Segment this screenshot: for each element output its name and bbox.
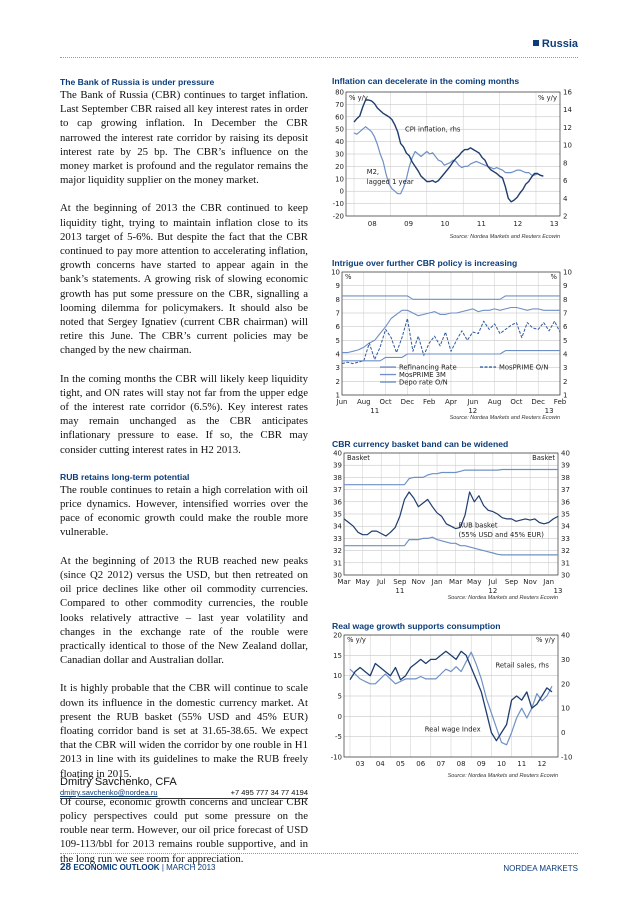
x-tick-label: 05 — [396, 760, 405, 768]
x-tick-label: Mar — [337, 578, 351, 586]
x-tick-label: 11 — [476, 220, 486, 228]
y-tick-label: 5 — [335, 336, 340, 345]
x-tick-label: Jul — [488, 578, 498, 586]
paragraph-3: In the coming months the CBR will likely keep liquidity tight, and ON rates will stay not far from the upper edge of the interest rate corridor (6.5%). Key interest rates may remain unchanged as the CBR anticipates inflationary pressure to ease. If so, the CBR may consider cutting interest rates in H2 2013. — [60, 372, 308, 456]
x-tick-label: Feb — [422, 398, 436, 406]
right-unit-label: % y/y — [536, 636, 555, 644]
chart-source: Source: Nordea Markets and Reuters Ecowin — [449, 234, 560, 240]
y2-tick-label: 0 — [561, 729, 566, 738]
y-tick-label: 15 — [333, 651, 342, 660]
y2-tick-label: 35 — [561, 510, 570, 519]
x-tick-label: 06 — [416, 760, 426, 768]
chart-inflation — [332, 76, 580, 254]
left-unit-label: Basket — [347, 454, 370, 462]
chart-source: Source: Nordea Markets and Reuters Ecowin — [447, 595, 558, 601]
y2-tick-label: 2 — [563, 212, 568, 221]
x-tick-label: 11 — [517, 760, 527, 768]
y2-tick-label: 36 — [561, 498, 570, 507]
paragraph-6: It is highly probable that the CBR will continue to scale down its influence in the domestic currency market. At present the RUB basket (55% USD and 45% EUR) floating corridor band is set at 31.65-38.65. We expect that the CBR will widen the corridor by one rouble in H1 2013 in line with its guidelines to make the RUB freely floating in 2015. — [60, 682, 308, 780]
header-divider — [60, 57, 578, 58]
y2-tick-label: 33 — [561, 534, 570, 543]
x-tick-label: Sep — [393, 578, 407, 586]
legend-label: MosPRIME 3M — [399, 371, 446, 380]
annotation-m2: M2, — [366, 167, 380, 176]
annotation-real-wage: Real wage Index — [424, 725, 481, 734]
y-tick-label: 60 — [335, 113, 344, 122]
footer — [60, 862, 578, 873]
author-name: Dmitry Savchenko, CFA — [60, 776, 177, 788]
y2-tick-label: 31 — [561, 559, 570, 568]
x-tick-label: Sep — [504, 578, 519, 586]
x-tick-label: 08 — [367, 220, 377, 228]
y-tick-label: 10 — [333, 672, 342, 681]
legend-label: Refinancing Rate — [399, 363, 457, 372]
chart-inflation-svg — [332, 86, 580, 254]
y-tick-label: 39 — [333, 461, 342, 470]
annotation-m2-lag: lagged 1 year — [366, 177, 414, 186]
y2-tick-label: 1 — [563, 391, 568, 400]
y2-tick-label: 12 — [563, 123, 572, 132]
y-tick-label: 20 — [333, 631, 342, 640]
x-tick-label: May — [467, 578, 482, 586]
x-tick-label: May — [355, 578, 370, 586]
y2-tick-label: 8 — [563, 159, 568, 168]
y-tick-label: 30 — [333, 571, 342, 580]
y-tick-label: 33 — [333, 534, 342, 543]
paragraph-2: At the beginning of 2013 the CBR continued to keep liquidity tight, trying to maintain inflation close to its 2013 target of 5-6%. But despite the fact that the CBR continued to pay more attention to accelerating inflation, growth concerns have started to appear again in the bank’s statements. A growing risk of slowing economic growth has put some pressure on the CBR, signalling a looming dilemma for policymakers. It should also be noted that Sergey Ignatiev (current CBR chairman) will retire this June. The CBR’s current policies may be changed by the new chairman. — [60, 202, 308, 357]
author-contact — [60, 788, 308, 799]
y2-tick-label: 3 — [563, 364, 568, 373]
y-tick-label: 0 — [339, 187, 344, 196]
chart-basket — [332, 439, 580, 617]
chart-source: Source: Nordea Markets and Reuters Ecowin — [449, 415, 560, 421]
x-tick-label: Dec — [400, 398, 415, 406]
y2-tick-label: 5 — [563, 336, 568, 345]
heading-rub: RUB retains long-term potential — [60, 471, 190, 482]
x-year-label: 13 — [553, 587, 563, 595]
y-tick-label: 30 — [335, 150, 344, 159]
x-tick-label: 07 — [436, 760, 446, 768]
x-tick-label: 09 — [476, 760, 486, 768]
x-tick-label: Oct — [379, 398, 392, 406]
y-tick-label: 34 — [333, 522, 342, 531]
y2-tick-label: 6 — [563, 177, 568, 186]
y-tick-label: 10 — [335, 175, 344, 184]
x-tick-label: 13 — [549, 220, 559, 228]
y-tick-label: 1 — [335, 391, 340, 400]
x-tick-label: Jan — [431, 578, 443, 586]
author-block — [60, 776, 308, 799]
y2-tick-label: 10 — [563, 268, 572, 277]
left-unit-label: % y/y — [347, 636, 366, 644]
annotation-rub-basket: RUB basket — [458, 521, 498, 530]
y-tick-label: -5 — [335, 733, 342, 742]
chart-basket-svg — [332, 449, 580, 617]
publisher-name: NORDEA MARKETS — [503, 864, 578, 873]
chart-title: Real wage growth supports consumption — [332, 621, 501, 631]
x-tick-label: Feb — [553, 398, 567, 406]
chart-title: CBR currency basket band can be widened — [332, 439, 509, 449]
left-unit-label: % — [345, 273, 352, 281]
y2-tick-label: 37 — [561, 486, 570, 495]
y-tick-label: 9 — [335, 282, 340, 291]
paragraph-5: At the beginning of 2013 the RUB reached new peaks (since Q2 2012) versus the USD, but then retreated on oil price declines like other oil commodity currencies. Compared to other commodity currencies, the rouble looks relatively attractive – last year volatility and changes in the exchange rate of the rouble were practically identical to those of the New Zealand dollar, Canadian dollar and Australian dollar. — [60, 554, 308, 667]
chart-wages — [332, 621, 580, 799]
x-tick-label: Aug — [487, 398, 502, 406]
annotation-cpi: CPI inflation, rhs — [404, 125, 461, 134]
x-tick-label: 10 — [440, 220, 450, 228]
x-year-label: 11 — [395, 587, 405, 595]
y2-tick-label: 6 — [563, 323, 568, 332]
x-tick-label: Jun — [336, 398, 348, 406]
band-upper-line — [344, 470, 558, 485]
y2-tick-label: 2 — [563, 377, 568, 386]
y-tick-label: 8 — [335, 295, 340, 304]
y2-tick-label: 20 — [561, 680, 570, 689]
y2-tick-label: 4 — [563, 350, 568, 359]
footer-divider — [60, 853, 578, 854]
x-tick-label: Dec — [531, 398, 545, 406]
legend-label: Depo rate O/N — [399, 378, 448, 387]
x-tick-label: 10 — [497, 760, 506, 768]
chart-rates — [332, 258, 580, 436]
publication-name: ECONOMIC OUTLOOK — [73, 863, 160, 872]
y-tick-label: 40 — [335, 138, 344, 147]
square-bullet-icon — [533, 40, 539, 46]
x-tick-label: Nov — [523, 578, 537, 586]
chart-title: Inflation can decelerate in the coming months — [332, 76, 520, 86]
y-tick-label: -10 — [332, 200, 344, 209]
x-tick-label: Nov — [411, 578, 426, 586]
x-tick-label: 12 — [513, 220, 523, 228]
y2-tick-label: 4 — [563, 194, 568, 203]
y-tick-label: 50 — [335, 125, 344, 134]
y-tick-label: 80 — [335, 88, 344, 97]
x-tick-label: Aug — [356, 398, 371, 406]
right-unit-label: % y/y — [538, 94, 557, 102]
x-tick-label: 03 — [355, 760, 365, 768]
y-tick-label: 6 — [335, 323, 340, 332]
y2-tick-label: 30 — [561, 655, 570, 664]
author-email-link[interactable]: dmitry.savchenko@nordea.ru — [60, 788, 158, 797]
x-year-label: 12 — [468, 407, 478, 415]
y2-tick-label: 40 — [561, 449, 570, 458]
left-unit-label: % y/y — [349, 94, 368, 102]
x-tick-label: Jun — [467, 398, 479, 406]
chart-rates-svg — [332, 268, 580, 436]
y-tick-label: -20 — [332, 212, 344, 221]
chart-wages-svg — [332, 631, 580, 799]
page-number: 28 — [60, 862, 72, 873]
series-cpi-line — [354, 100, 543, 202]
y2-tick-label: 40 — [561, 631, 570, 640]
y2-tick-label: 34 — [561, 522, 570, 531]
y-tick-label: 5 — [337, 692, 342, 701]
y-tick-label: 3 — [335, 364, 340, 373]
paragraph-1: The Bank of Russia (CBR) continues to target inflation. Last September CBR raised all key interest rates in order to cap growing inflation. In December the CBR narrowed the interest rate corridor by raising its deposit interest rate by 25 bp. The CBR’s influence on the money market is profound and the regulator remains the major liquidity supplier on the money market. — [60, 89, 308, 187]
legend-label: MosPRIME O/N — [499, 363, 549, 372]
y-tick-label: 36 — [333, 498, 342, 507]
y2-tick-label: -10 — [561, 753, 573, 762]
y-tick-label: 70 — [335, 100, 344, 109]
y2-tick-label: 7 — [563, 309, 568, 318]
heading-cbr: The Bank of Russia is under pressure — [60, 77, 215, 87]
y2-tick-label: 9 — [563, 282, 568, 291]
right-unit-label: % — [550, 273, 557, 281]
y2-tick-label: 38 — [561, 473, 570, 482]
paragraph-4: The rouble continues to retain a high correlation with oil price dynamics. However, intensified worries over the pace of economic growth could make the rouble more vulnerable. — [60, 483, 308, 539]
y2-tick-label: 14 — [563, 106, 572, 115]
x-year-label: 11 — [370, 407, 380, 415]
y-tick-label: 2 — [335, 377, 340, 386]
section-label: Russia — [533, 38, 578, 50]
y-tick-label: 0 — [337, 712, 342, 721]
x-tick-label: 12 — [537, 760, 547, 768]
x-year-label: 12 — [488, 587, 498, 595]
x-tick-label: Apr — [444, 398, 458, 406]
footer-separator: | — [161, 863, 164, 872]
author-phone: +7 495 777 34 77 4194 — [230, 788, 308, 797]
y2-tick-label: 8 — [563, 295, 568, 304]
chart-source: Source: Nordea Markets and Reuters Ecowin — [447, 773, 558, 779]
y-tick-label: 37 — [333, 486, 342, 495]
y-tick-label: 40 — [333, 449, 342, 458]
y2-tick-label: 10 — [563, 141, 572, 150]
y-tick-label: 32 — [333, 547, 342, 556]
y2-tick-label: 16 — [563, 88, 572, 97]
article-column — [60, 76, 308, 880]
annotation-retail-sales: Retail sales, rhs — [495, 661, 549, 670]
publication-date: MARCH 2013 — [166, 863, 216, 872]
paragraph-7: Of course, economic growth concerns and unclear CBR policy perspectives could put some pressure on the rouble near term. However, our oil price forecast of USD 109-113/bbl for 2013 remains rouble supportive, and in the long run we see room for appreciation. — [60, 795, 308, 865]
x-year-label: 13 — [544, 407, 554, 415]
band-lower-line — [344, 537, 558, 555]
x-tick-label: Mar — [449, 578, 463, 586]
annotation-rub-basket-mix: (55% USD and 45% EUR) — [458, 531, 544, 540]
y-tick-label: 20 — [335, 162, 344, 171]
x-tick-label: 04 — [375, 760, 385, 768]
y2-tick-label: 39 — [561, 461, 570, 470]
x-tick-label: Jul — [376, 578, 386, 586]
y2-tick-label: 10 — [561, 704, 570, 713]
y-tick-label: 4 — [335, 350, 340, 359]
y-tick-label: 31 — [333, 559, 342, 568]
x-tick-label: 08 — [456, 760, 466, 768]
chart-title: Intrigue over further CBR policy is increasing — [332, 258, 518, 268]
y2-tick-label: 32 — [561, 547, 570, 556]
y-tick-label: 38 — [333, 473, 342, 482]
y-tick-label: 7 — [335, 309, 340, 318]
right-unit-label: Basket — [532, 454, 555, 462]
x-tick-label: Jan — [543, 578, 555, 586]
y-tick-label: 10 — [331, 268, 340, 277]
y-tick-label: -10 — [330, 753, 342, 762]
y2-tick-label: 30 — [561, 571, 570, 580]
x-tick-label: 09 — [404, 220, 414, 228]
x-tick-label: Oct — [510, 398, 523, 406]
y-tick-label: 35 — [333, 510, 342, 519]
